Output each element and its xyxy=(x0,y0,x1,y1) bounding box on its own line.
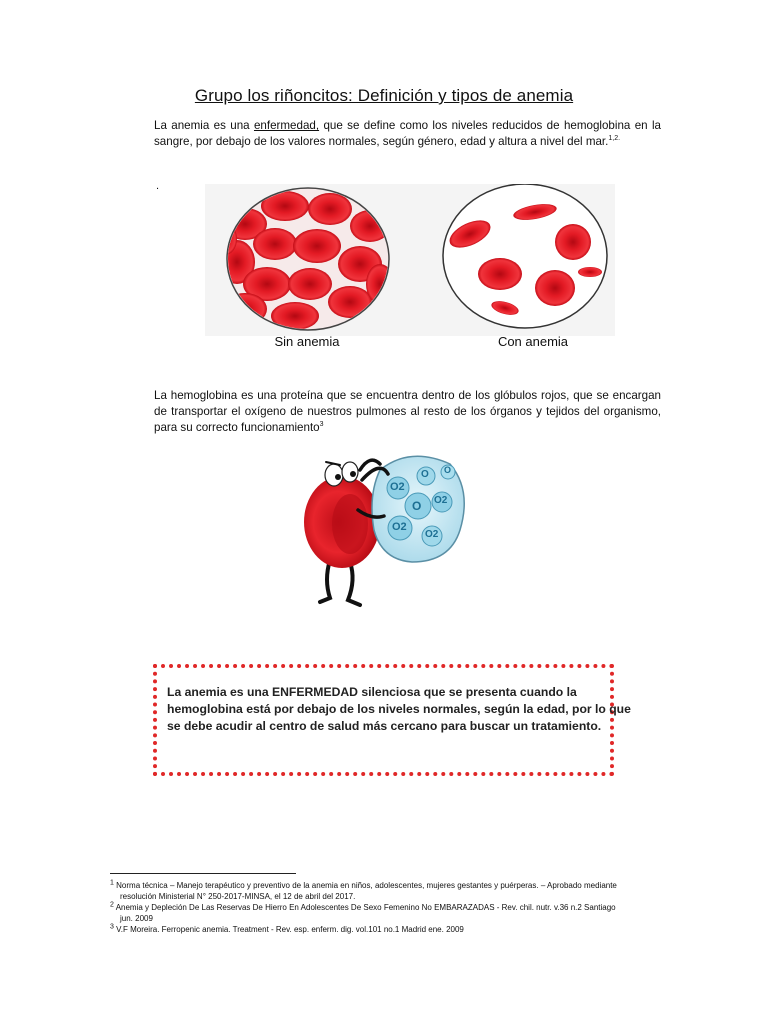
stray-dot: . xyxy=(156,180,160,192)
footnote-3-line1: V.F Moreira. Ferropenic anemia. Treatment - Rev. esp. enferm. dig. vol.101 no.1 Madrid ene. 2009 xyxy=(116,925,464,934)
intro-text-end: que se define como los niveles reducidos de hemoglobina en la sangre, por debajo de los valores normales, según género, edad y altura a nivel del mar. xyxy=(154,119,661,148)
footnote-1-continued: resolución Ministerial N° 250-2017-MINSA, el 12 de abril del 2017. xyxy=(120,892,356,901)
oxygen-label-4: O xyxy=(412,499,422,513)
con-anemia-caption: Con anemia xyxy=(497,334,569,349)
oxygen-label-1: O2 xyxy=(390,481,405,493)
oxygen-label-3: O2 xyxy=(434,495,448,506)
hemoglobin-footnote-ref: 3 xyxy=(319,421,324,429)
blood-cells-illustration xyxy=(205,184,615,336)
intro-paragraph xyxy=(154,118,661,150)
hemoglobin-paragraph xyxy=(154,388,661,436)
notice-text: La anemia es una ENFERMEDAD silenciosa que se presenta cuando la hemoglobina está por debajo de los niveles normales, según la edad, por lo que se debe acudir al centro de salud más cercano para buscar un tratamiento. xyxy=(167,685,631,733)
footnote-divider xyxy=(110,873,296,874)
footnote-1 xyxy=(110,880,670,891)
oxygen-label-6: O2 xyxy=(425,529,439,540)
oxygen-label-5: O2 xyxy=(392,521,407,533)
oxygen-label-2: O xyxy=(421,469,429,480)
footnote-1-number: 1 xyxy=(110,879,114,887)
hemoglobin-text: La hemoglobina es una proteína que se encuentra dentro de los glóbulos rojos, que se encargan de transportar el oxígeno de nuestros pulmones al resto de los órganos y tejidos del organismo, para su correcto funcionamiento xyxy=(154,389,661,434)
anemia-notice-box xyxy=(153,664,631,776)
enfermedad-link[interactable]: enfermedad, xyxy=(253,119,320,132)
footnote-2-continued: jun. 2009 xyxy=(120,914,153,923)
intro-footnote-refs: 1,2. xyxy=(608,135,621,143)
oxygen-label-7: O xyxy=(444,465,452,475)
blood-cells-figure xyxy=(205,184,615,336)
footnote-3 xyxy=(110,924,670,935)
intro-text-start: La anemia es una xyxy=(154,119,254,132)
footnote-1-line1: Norma técnica – Manejo terapéutico y preventivo de la anemia en niños, adolescentes, mujeres gestantes y puérperas. – Aprobado mediante xyxy=(116,881,617,890)
page-title: Grupo los riñoncitos: Definición y tipos de anemia xyxy=(194,86,574,105)
footnote-2-line1: Anemia y Depleción De Las Reservas De Hierro En Adolescentes De Sexo Femenino No EMBARAZADAS - Rev. chil. nutr. v.36 n.2 Santiago xyxy=(115,903,616,912)
footnotes xyxy=(110,880,670,935)
sin-anemia-caption: Sin anemia xyxy=(274,334,340,349)
oxygen-carrier-illustration xyxy=(300,450,470,615)
footnote-2 xyxy=(110,902,670,913)
footnote-2-number: 2 xyxy=(110,901,114,909)
footnote-3-number: 3 xyxy=(110,923,114,931)
